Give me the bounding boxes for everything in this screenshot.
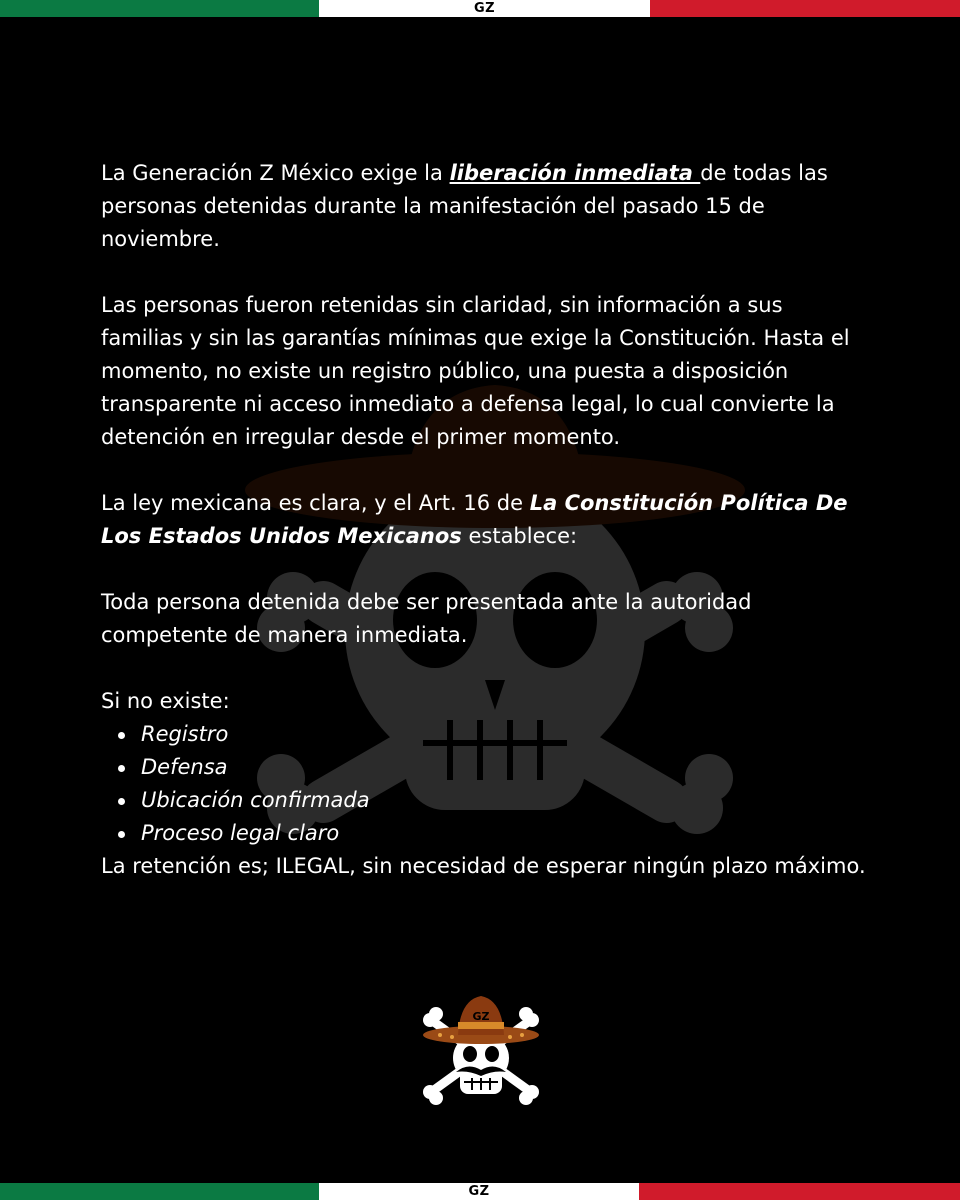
flag-green-segment <box>0 1183 319 1200</box>
list-item: Ubicación confirmada <box>141 784 871 817</box>
paragraph-context: Las personas fueron retenidas sin claridad, sin información a sus familias y sin las garantías mínimas que exige la Constitución. Hasta el momento, no existe un registro público, una puesta a disposición transparente ni acceso inmediato a defensa legal, lo cual convierte la detención en irregular desde el primer momento. <box>101 293 850 449</box>
header-brand: GZ <box>473 1 496 16</box>
paragraph-demand <box>101 157 871 256</box>
list-item: Defensa <box>141 751 871 784</box>
list-item: Registro <box>141 718 871 751</box>
paragraph-law-text-end: establece: <box>461 524 578 548</box>
sombrero-skull-logo-icon <box>420 990 542 1106</box>
conclusion: La retención es; ILEGAL, sin necesidad de esperar ningún plazo máximo. <box>101 854 866 878</box>
constitution-title: La Constitución Política De Los Estados Unidos Mexicanos <box>101 491 848 548</box>
paragraph-law <box>101 487 871 553</box>
bottom-flag-bar <box>0 1183 960 1200</box>
paragraph-demand-text: La Generación Z México exige la <box>101 161 450 185</box>
flag-red-segment <box>639 1183 960 1200</box>
flag-green-segment <box>0 0 319 17</box>
footer-brand: GZ <box>468 1184 490 1199</box>
logo-hat-text: GZ <box>472 1010 490 1023</box>
requirements-list <box>101 718 871 850</box>
flag-white-segment <box>319 1183 639 1200</box>
flag-red-segment <box>650 0 960 17</box>
flag-white-segment <box>319 0 650 17</box>
paragraph-rule: Toda persona detenida debe ser presentada ante la autoridad competente de manera inmediata. <box>101 590 752 647</box>
liberacion-inmediata-link[interactable]: liberación inmediata <box>449 161 701 185</box>
paragraph-demand-text-end: de todas las personas detenidas durante la manifestación del pasado 15 de noviembre. <box>101 161 828 251</box>
paragraph-law-text: La ley mexicana es clara, y el Art. 16 de <box>101 491 530 515</box>
list-intro: Si no existe: <box>101 689 230 713</box>
top-flag-bar <box>0 0 960 17</box>
statement-body <box>101 157 871 883</box>
list-item: Proceso legal claro <box>141 817 871 850</box>
